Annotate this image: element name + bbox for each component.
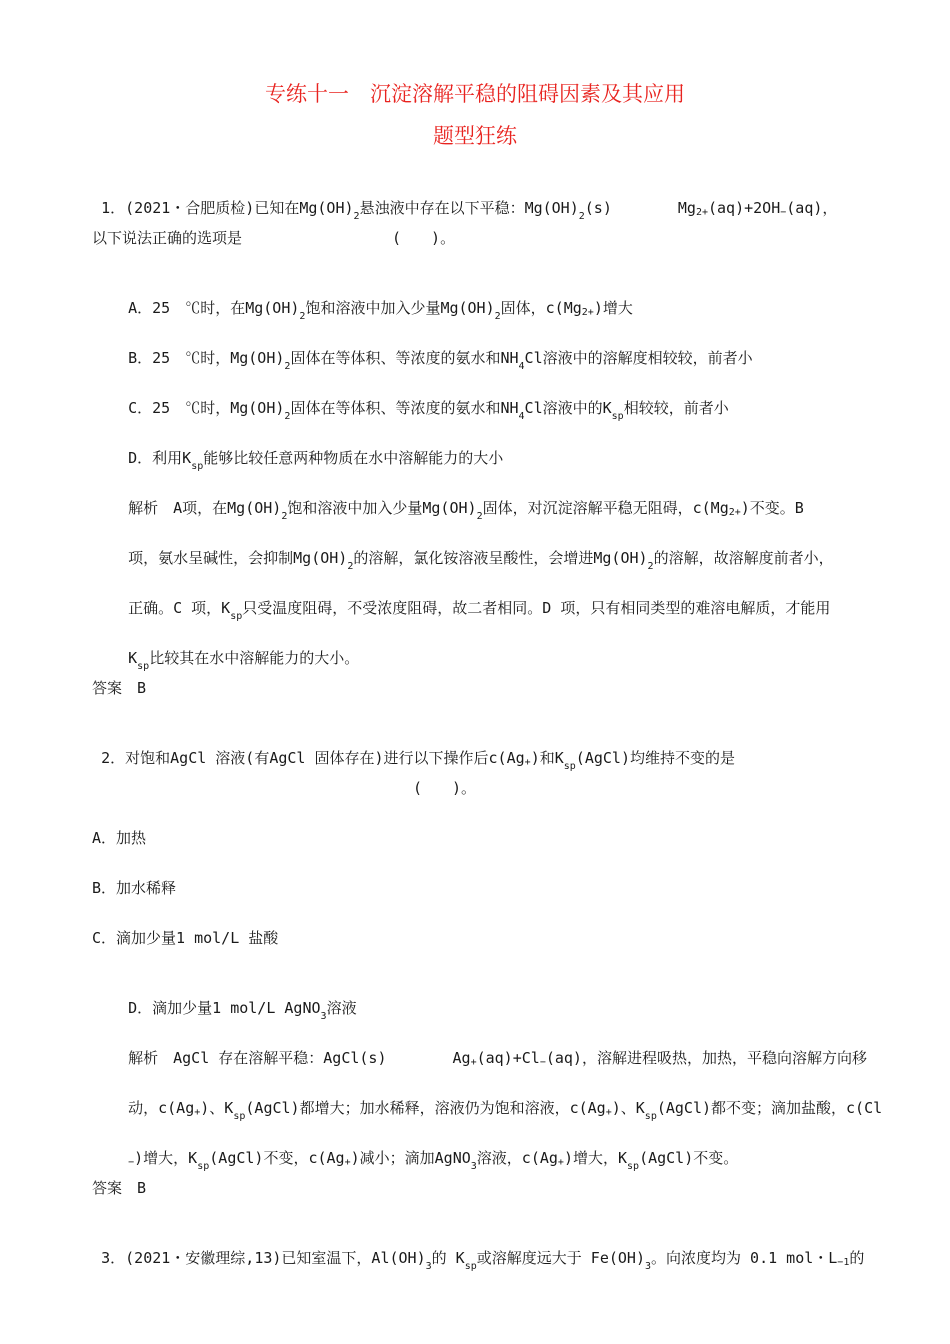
q1-explanation-line4: $K_{sp}$比较其在水中溶解能力的大小。 — [128, 649, 360, 672]
q1-explanation-line3: 正确。C 项，$K_{sp}$只受温度阻碍，不受浓度阻碍，故二者相同。D 项，只有相同类型的难溶电解质，才能用 — [128, 599, 831, 622]
page-title: 专练十一 沉淀溶解平稳的阻碍因素及其应用 — [265, 82, 685, 106]
q2-option-c: C．滴加少量1 mol/L 盐酸 — [92, 929, 279, 947]
q1-option-a: A．25 ℃时，在$Mg(OH)_2$饱和溶液中加入少量$Mg(OH)_2$固体，c(Mg2+)增大 — [128, 299, 633, 322]
q2-explanation-line1: 解析 AgCl 存在溶解平稳：AgCl(s) Ag+(aq)+Cl−(aq)，溶解进程吸热，加热，平稳向溶解方向移 — [128, 1049, 867, 1068]
q2-stem-line1: 2．对饱和AgCl 溶液(有AgCl 固体存在)进行以下操作后c(Ag+)和$K_{sp}(AgCl)$均维持不变的是 — [101, 749, 735, 772]
q2-stem-line2: ( )。 — [413, 779, 477, 797]
q1-option-d: D．利用$K_{sp}$能够比较任意两种物质在水中溶解能力的大小 — [128, 449, 504, 472]
q1-explanation-line2: 项，氨水呈碱性，会抑制$Mg(OH)_2$的溶解，氯化铵溶液呈酸性，会增进$Mg(OH)_2$的溶解，故溶解度前者小， — [128, 549, 834, 572]
q2-option-d: D．滴加少量1 mol/L AgNO$_3$溶液 — [128, 999, 357, 1022]
q2-explanation-line3: −)增大，$K_{sp}(AgCl)$不变，c(Ag+)减小；滴加AgNO$_3$溶液，c(Ag+)增大，$K_{sp}(AgCl)$不变。 — [128, 1149, 739, 1172]
page-subtitle: 题型狂练 — [433, 124, 517, 148]
q1-option-c: C．25 ℃时，$Mg(OH)_2$固体在等体积、等浓度的氨水和$NH_4Cl$溶液中的$K_{sp}$相较较，前者小 — [128, 399, 729, 422]
q1-option-b: B．25 ℃时，$Mg(OH)_2$固体在等体积、等浓度的氨水和$NH_4Cl$溶液中的溶解度相较较，前者小 — [128, 349, 753, 372]
q1-answer: 答案 B — [92, 679, 147, 697]
q1-stem-line1: 1．(2021・合肥质检)已知在$Mg(OH)_2$悬浊液中存在以下平稳：$Mg(OH)_2(s)$ Mg2+(aq)+2OH−(aq)， — [101, 199, 838, 222]
q2-option-a: A．加热 — [92, 829, 147, 847]
q1-stem-line2: 以下说法正确的选项是 ( )。 — [92, 229, 456, 247]
q2-option-b: B．加水稀释 — [92, 879, 177, 897]
q3-stem-line1: 3．(2021・安徽理综,13)已知室温下，$Al(OH)_3$的 $K_{sp}$或溶解度远大于 $Fe(OH)_3$。向浓度均为 0.1 mol・L−1的 — [101, 1249, 865, 1272]
q1-explanation-line1: 解析 A项，在$Mg(OH)_2$饱和溶液中加入少量$Mg(OH)_2$固体，对沉淀溶解平稳无阻碍，c(Mg2+)不变。B — [128, 499, 804, 522]
q2-explanation-line2: 动，c(Ag+)、$K_{sp}(AgCl)$都增大；加水稀释，溶液仍为饱和溶液，c(Ag+)、$K_{sp}(AgCl)$都不变；滴加盐酸，c(Cl — [128, 1099, 883, 1122]
q2-answer: 答案 B — [92, 1179, 147, 1197]
